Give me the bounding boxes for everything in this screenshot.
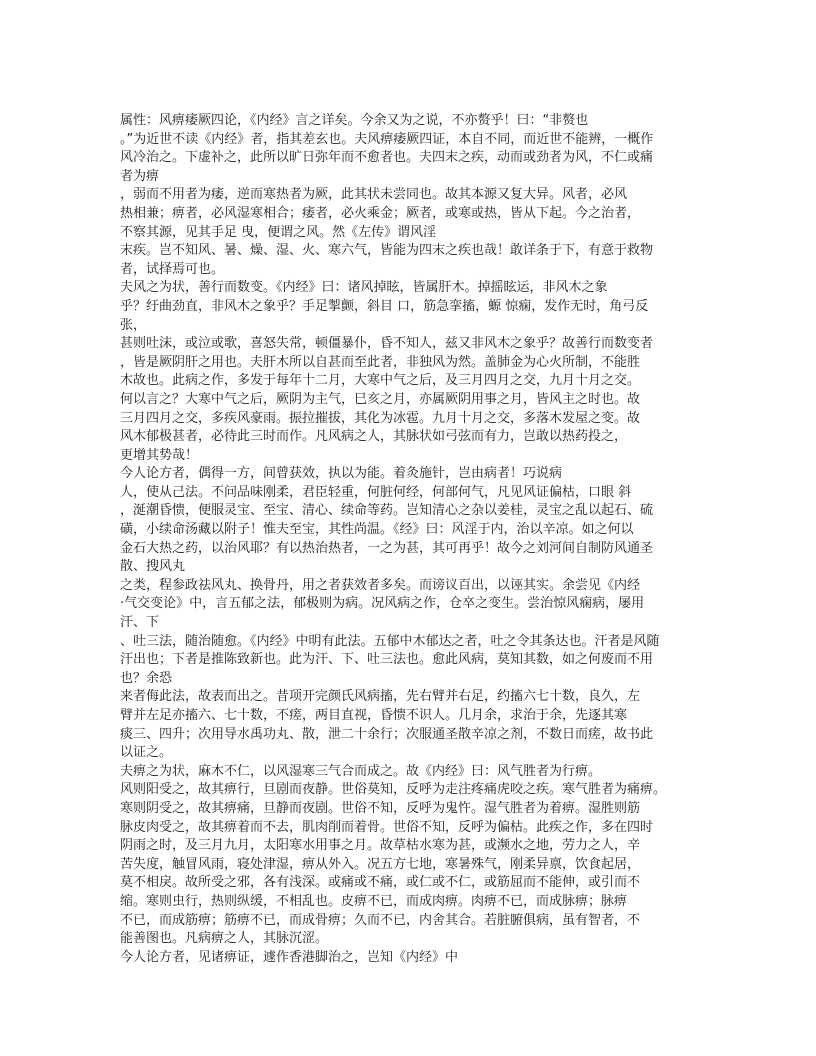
text-line: 人，使从己法。不问品味刚柔，君臣轻重，何脏何经，何部何气，凡见风证偏枯，口眼 斜: [120, 484, 632, 500]
text-line: 风木郁极甚者，必待此三时而作。凡风病之人，其脉状如弓弦而有力，岂敢以热药投之，: [120, 429, 628, 445]
text-line: 脉皮肉受之，故其痹着而不去，肌肉削而着骨。世俗不知，反呼为偏枯。此疾之作，多在四时: [120, 819, 654, 835]
text-line: 夫风之为状，善行而数变。《内经》曰：诸风掉眩，皆属肝木。掉摇眩运，非风木之象: [120, 280, 608, 296]
text-line: 以证之。: [120, 745, 173, 761]
text-line: 金石大热之药，以治风耶？有以热治热者，一之为甚，其可再乎！故今之刘河间自制防风通圣: [120, 540, 654, 556]
text-line: 三月四月之交，多疾风豪雨。振拉摧拔，其化为冰雹。九月十月之交，多落木发屋之变。故: [120, 410, 641, 426]
text-line: 属性：风痹痿厥四论，《内经》言之详矣。今余又为之说，不亦赘乎！曰：“非赘也: [120, 113, 589, 128]
text-line: 不察其源，见其手足 曳，便谓之风。然《左传》谓风淫: [120, 224, 437, 240]
text-line: 张，: [120, 317, 147, 333]
text-line: 木故也。此病之作，多发于每年十二月，大寒中气之后，及三月四月之交，九月十月之交。: [120, 373, 641, 389]
text-line: 也？余恐: [120, 670, 173, 686]
text-line: 苦失度，触冒风雨，寝处津湿，痹从外入。况五方七地，寒暑殊气，刚柔异禀，饮食起居，: [120, 856, 641, 872]
text-line: 末疾。岂不知风、暑、燥、湿、火、寒六气，皆能为四末之疾也哉！敢详条于下，有意于救物: [120, 243, 654, 259]
text-line: 。”为近世不读《内经》者，指其差玄也。夫风痹痿厥四证，本自不同，而近世不能辨，一概作: [120, 131, 654, 147]
text-line: ，皆是厥阴肝之用也。夫肝木所以自甚而至此者，非独风为然。盖肺金为心火所制，不能胜: [120, 354, 641, 370]
text-line: 风冷治之。下虚补之，此所以旷日弥年而不愈者也。夫四末之疾，动而或劲者为风，不仁或痛: [120, 150, 654, 166]
text-line: 散、搜风丸: [120, 559, 186, 575]
text-line: 寒则阴受之，故其痹痛，旦静而夜剧。世俗不知，反呼为鬼忤。湿气胜者为着痹。湿胜则筋: [120, 800, 641, 816]
text-line: 热相兼；痹者，必风湿寒相合；痿者，必火乘金；厥者，或寒或热，皆从下起。今之治者，: [120, 205, 641, 221]
text-line: 汗、下: [120, 615, 160, 631]
text-line: 乎？纡曲劲直，非风木之象乎？手足掣颤，斜目 口，筋急挛搐，螈 惊痫，发作无时，角弓反: [120, 298, 649, 314]
text-line: ·气交变论》中，言五郁之法，郁极则为病。况风病之作，仓卒之变生。尝治惊风痫病，屡用: [120, 596, 645, 612]
document-body: [120, 112, 700, 967]
text-line: 、吐三法，随治随愈。《内经》中明有此法。五郁中木郁达之者，吐之令其条达也。汗者是风随: [120, 633, 660, 649]
text-line: 今人论方者，见诸痹证，遽作香港脚治之，岂知《内经》中: [120, 949, 459, 965]
text-line: 者，试择焉可也。: [120, 261, 225, 277]
text-line: 来者侮此法，故表而出之。昔项开完颜氏风病搐，先右臂并右足，约搐六七十数，良久，左: [120, 689, 641, 705]
text-line: ，涎潮昏愦，便服灵宝、至宝、清心、续命等药。岂知清心之杂以姜桂，灵宝之乱以起石、硫: [120, 503, 654, 519]
text-line: 莫不相戾。故所受之邪，各有浅深。或痛或不痛，或仁或不仁，或筋屈而不能伸，或引而不: [120, 875, 641, 891]
text-line: 风则阳受之，故其痹行，旦剧而夜静。世俗莫知，反呼为走注疼痛虎咬之疾。寒气胜者为痛痹。: [120, 782, 667, 798]
text-line: 缩。寒则虫行，热则纵缓，不相乱也。皮痹不已，而成肉痹。肉痹不已，而成脉痹；脉痹: [120, 893, 628, 909]
text-line: 更增其势哉！: [120, 447, 199, 463]
text-line: 磺，小续命汤藏以附子！惟夫至宝，其性尚温。《经》曰：风淫于内，治以辛凉。如之何以: [120, 522, 634, 538]
text-line: 甚则吐沫，或泣或歌，喜怒失常，顿僵暴仆，昏不知人，兹又非风木之象乎？故善行而数变者: [120, 336, 654, 352]
text-line: 臂并左足亦搐六、七十数，不瘥，两目直视，昏愦不识人。几月余，求治于余，先逐其寒: [120, 708, 628, 723]
text-line: 痰三、四升；次用导水禹功丸、散，泄二十余行；次服通圣散辛凉之剂，不数日而瘥，故书此: [120, 726, 654, 742]
text-line: 夫痹之为状，麻木不仁，以风湿寒三气合而成之。故《内经》曰：风气胜者为行痹。: [120, 763, 602, 779]
text-line: 阴雨之时，及三月九月，太阳寒水用事之月。故草枯水寒为甚，或濒水之地，劳力之人，辛: [120, 838, 641, 854]
text-line: 者为痹: [120, 168, 160, 184]
text-line: 汗出也；下者是推陈致新也。此为汗、下、吐三法也。愈此风病，莫知其数，如之何废而不用: [120, 652, 654, 668]
text-line: 之类，程参政祛风丸、换骨丹，用之者获效者多矣。而谤议百出，以诬其实。余尝见《内经: [120, 577, 641, 593]
text-line: 不已，而成筋痹；筋痹不已，而成骨痹；久而不已，内舍其合。若脏腑俱病，虽有智者，不: [120, 912, 641, 928]
text-line: 何以言之？大寒中气之后，厥阴为主气，巳亥之月，亦属厥阴用事之月，皆风主之时也。故: [120, 391, 641, 407]
text-line: ，弱而不用者为痿，逆而寒热者为厥，此其状未尝同也。故其本源又复大异。风者，必风: [120, 187, 628, 203]
text-line: 今人论方者，偶得一方，间曾获效，执以为能。着灸施针，岂由病者！巧说病: [120, 466, 563, 482]
text-line: 能善图也。凡病痹之人，其脉沉涩。: [120, 931, 329, 947]
